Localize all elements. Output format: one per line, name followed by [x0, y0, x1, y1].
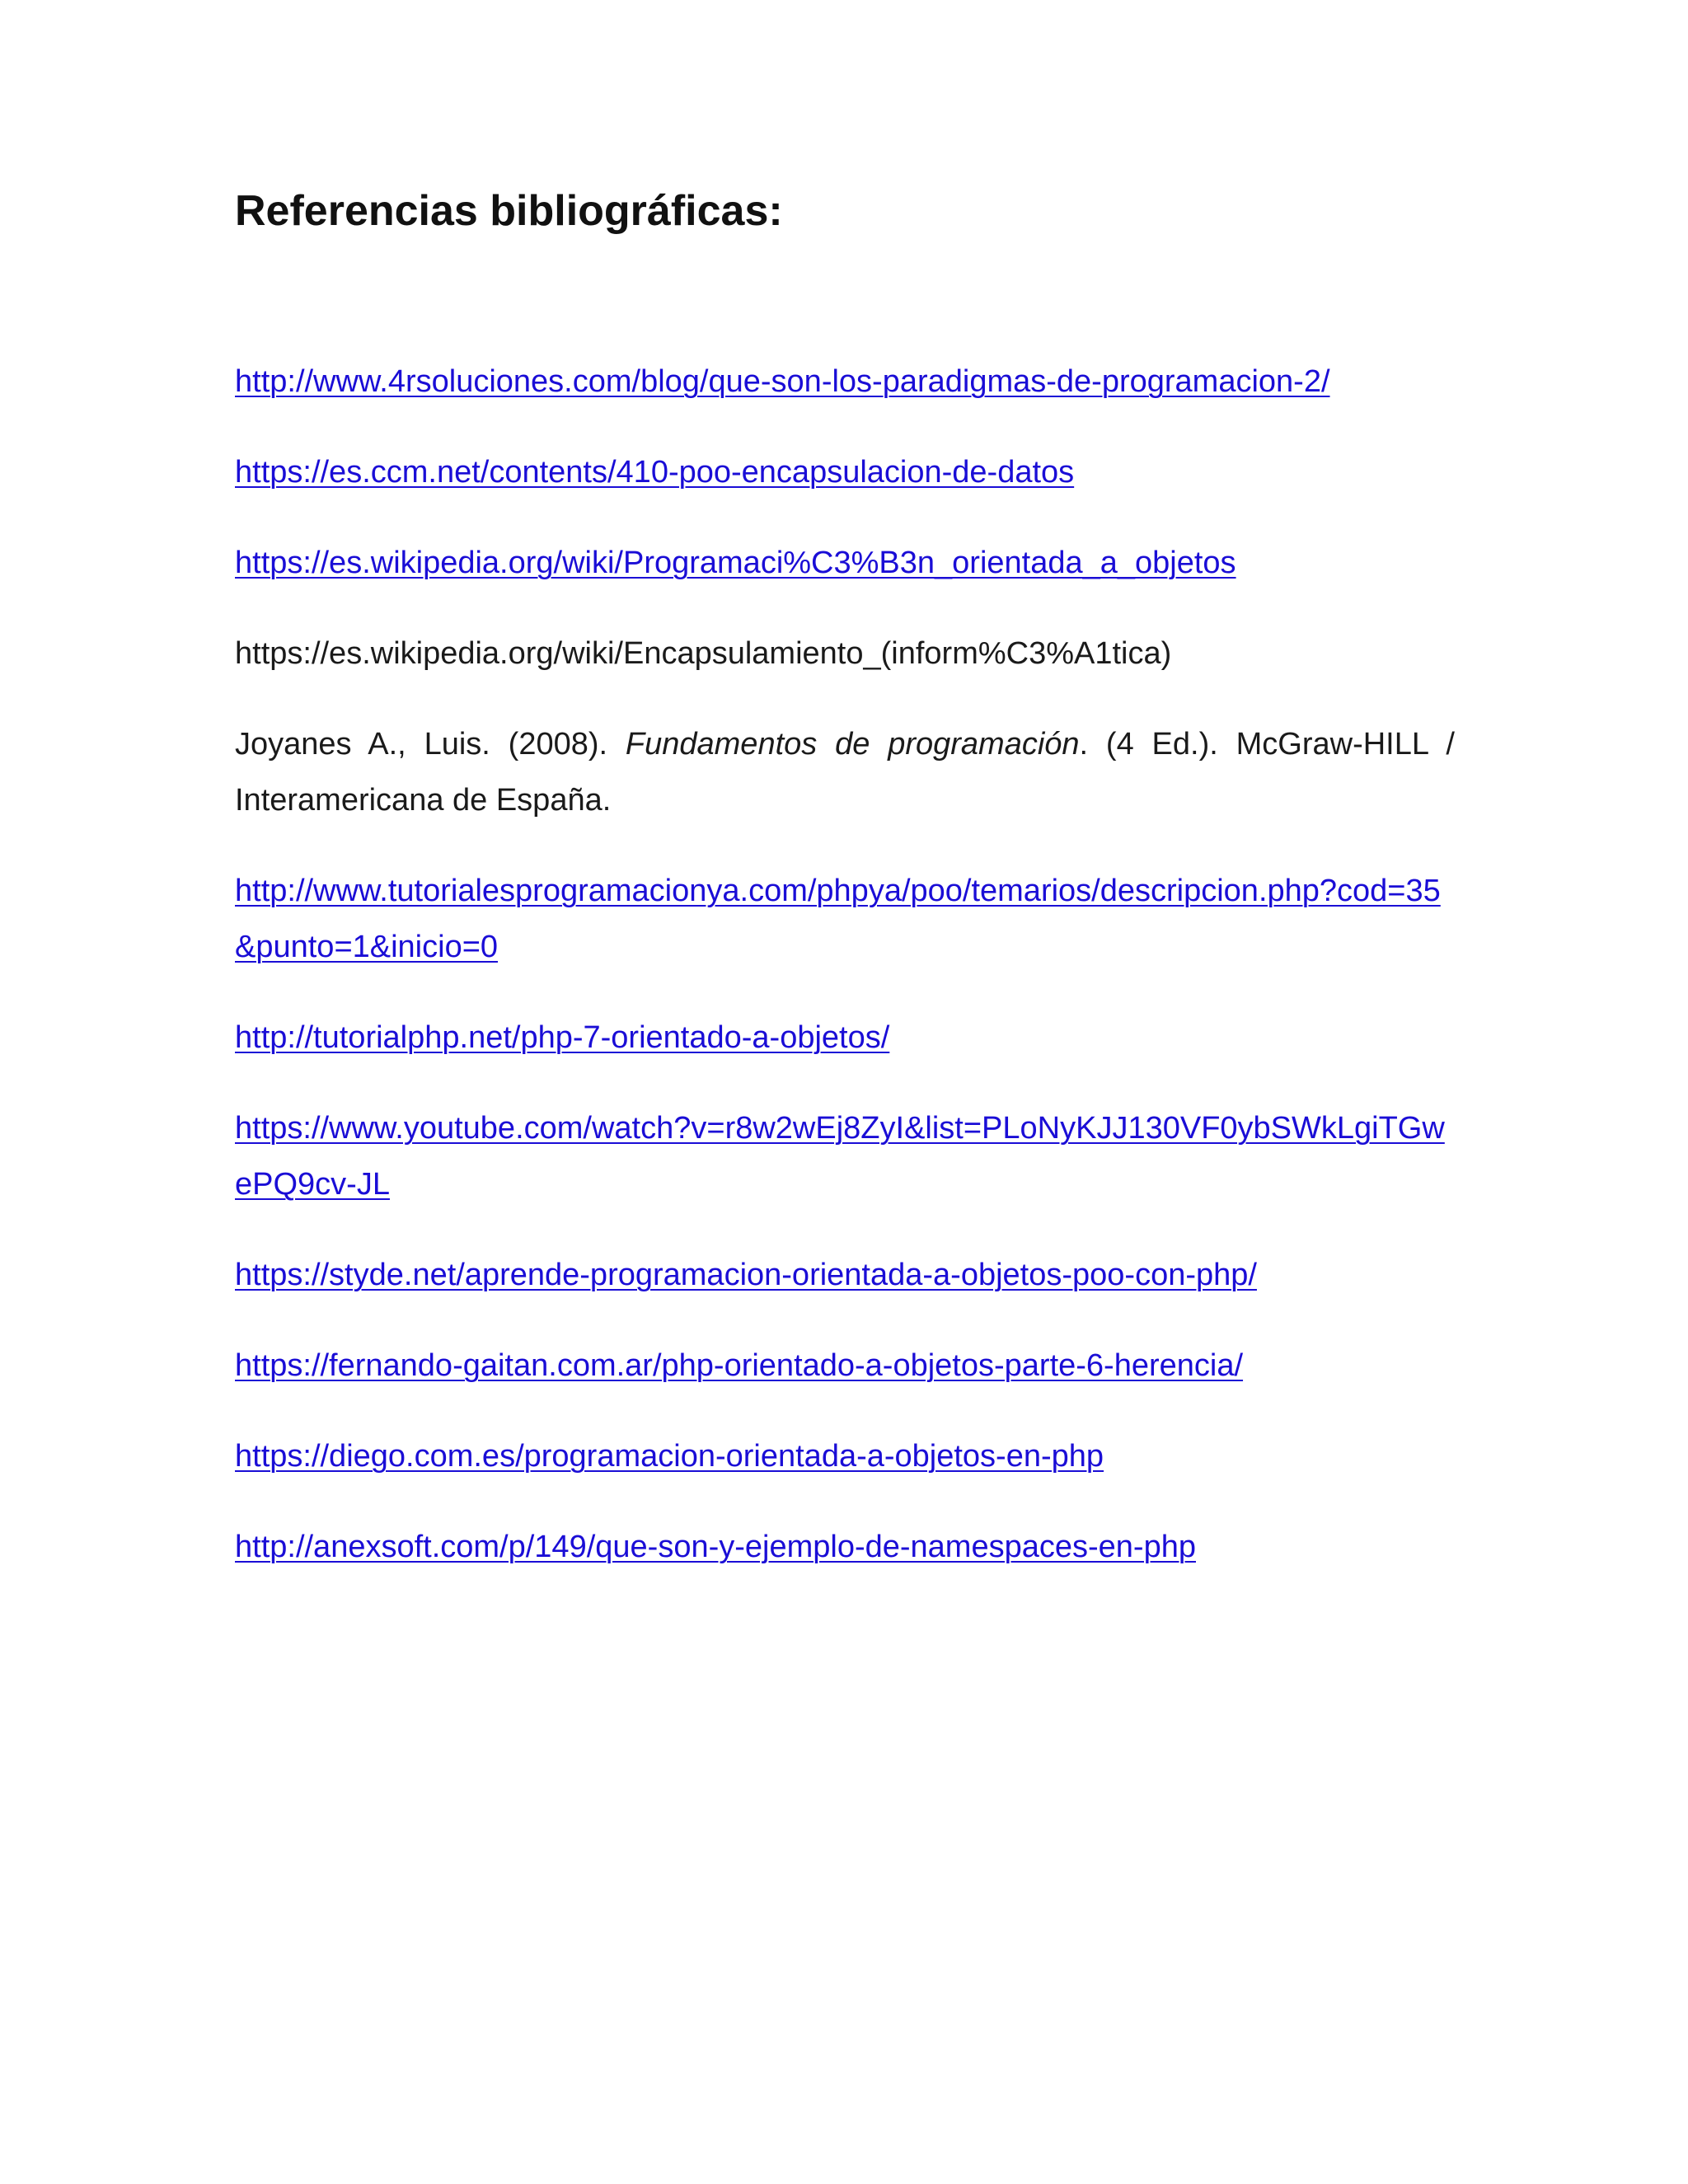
book-title: Fundamentos de programación: [625, 727, 1080, 762]
reference-link[interactable]: https://diego.com.es/programacion-orientada-a-objetos-en-php: [235, 1439, 1104, 1474]
book-publication: . (4 Ed.). McGraw-HILL / Interamericana de España.: [235, 727, 1455, 818]
reference-item: [235, 1338, 1455, 1394]
reference-link[interactable]: http://www.4rsoluciones.com/blog/que-son-los-paradigmas-de-programacion-2/: [235, 364, 1330, 400]
reference-item: [235, 626, 1455, 682]
reference-link[interactable]: https://styde.net/aprende-programacion-orientada-a-objetos-poo-con-php/: [235, 1258, 1257, 1293]
reference-item: [235, 1010, 1455, 1066]
reference-link[interactable]: https://es.wikipedia.org/wiki/Programaci%C3%B3n_orientada_a_objetos: [235, 546, 1236, 581]
reference-item: [235, 535, 1455, 591]
book-reference: [235, 716, 1455, 828]
reference-link[interactable]: http://www.tutorialesprogramacionya.com/phpya/poo/temarios/descripcion.php?cod=35&punto=1&inicio=0: [235, 874, 1441, 965]
reference-link[interactable]: http://anexsoft.com/p/149/que-son-y-ejemplo-de-namespaces-en-php: [235, 1530, 1196, 1565]
reference-url-text: https://es.wikipedia.org/wiki/Encapsulamiento_(inform%C3%A1tica): [235, 636, 1172, 672]
reference-link[interactable]: https://www.youtube.com/watch?v=r8w2wEj8ZyI&list=PLoNyKJJ130VF0ybSWkLgiTGwePQ9cv-JL: [235, 1111, 1445, 1202]
book-author: Joyanes A., Luis. (2008).: [235, 727, 626, 762]
page-title: Referencias bibliográficas:: [235, 187, 783, 235]
reference-item: [235, 1247, 1455, 1303]
reference-item: [235, 444, 1455, 500]
reference-item: [235, 1100, 1455, 1212]
document-page: [235, 185, 1455, 1610]
reference-list: [235, 354, 1455, 1575]
reference-item: [235, 1428, 1455, 1484]
reference-link[interactable]: https://es.ccm.net/contents/410-poo-encapsulacion-de-datos: [235, 455, 1075, 490]
reference-item: [235, 354, 1455, 410]
reference-link[interactable]: http://tutorialphp.net/php-7-orientado-a-objetos/: [235, 1020, 890, 1056]
reference-link[interactable]: https://fernando-gaitan.com.ar/php-orientado-a-objetos-parte-6-herencia/: [235, 1348, 1244, 1384]
reference-item: [235, 1519, 1455, 1575]
reference-item: [235, 863, 1455, 975]
